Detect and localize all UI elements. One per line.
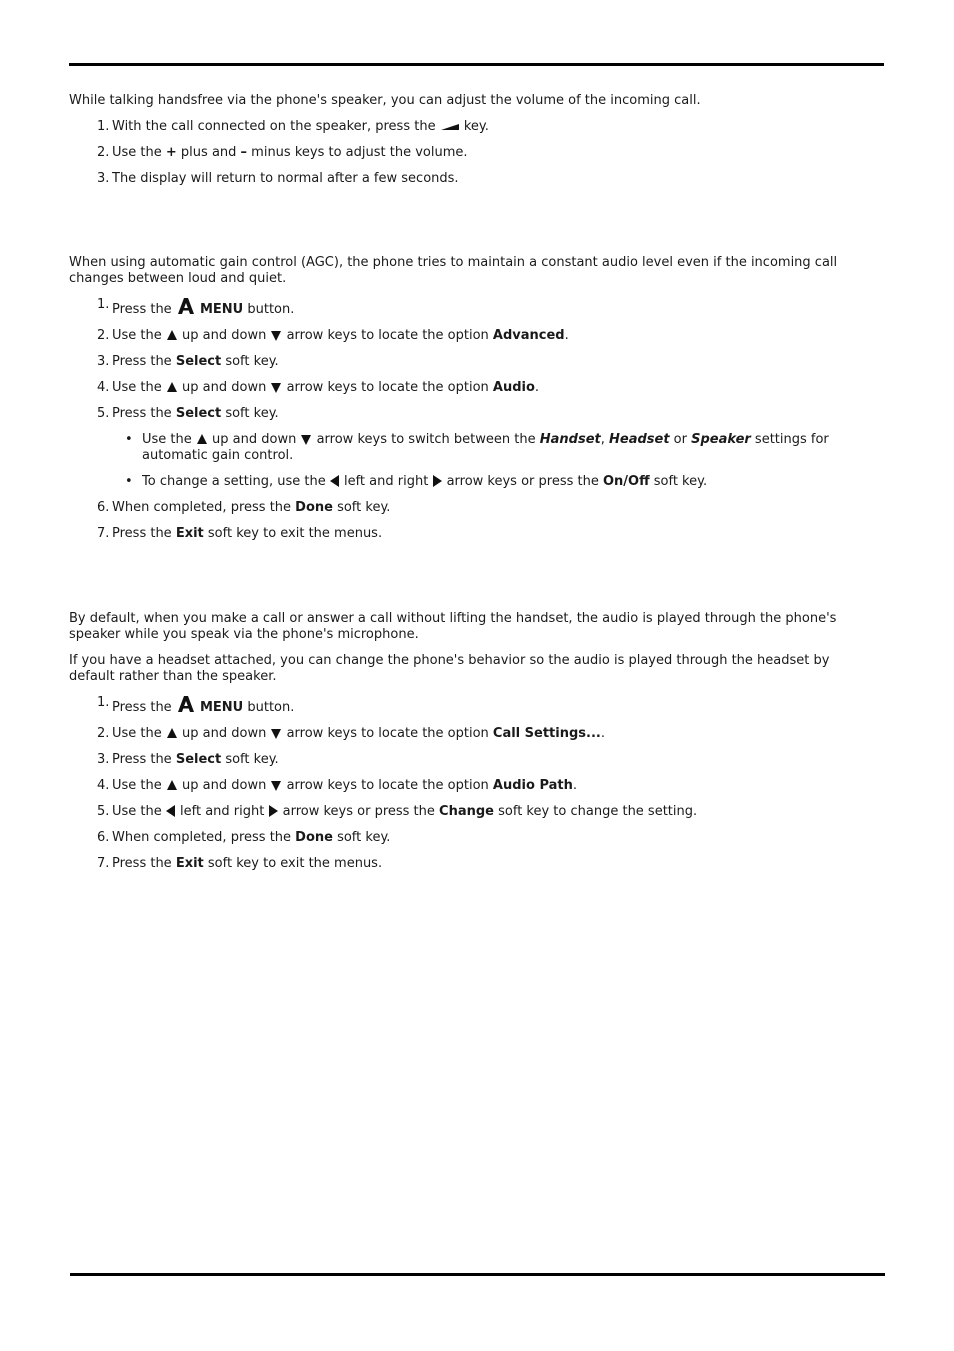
list-item: 1. With the call connected on the speaker, press the key.	[97, 119, 489, 134]
up-arrow-icon	[166, 382, 178, 393]
agc-intro: When using automatic gain control (AGC), the phone tries to maintain a constant audio level even if the incoming call changes between loud and quiet.	[69, 255, 838, 286]
list-item: 3. The display will return to normal after a few seconds.	[97, 171, 459, 186]
up-arrow-icon	[166, 728, 178, 739]
list-item: 6. When completed, press the Done soft key.	[97, 500, 391, 515]
list-item: 5. Press the Select soft key. • Use the up and down arrow keys to switch between the Handset, Headset or Speaker settings for automatic gain control. • To change a setting, use the left and right arrow keys or press the On/Off soft key.	[69, 406, 869, 490]
path-intro-2: If you have a headset attached, you can change the phone's behavior so the audio is played through the headset by default rather than the speaker.	[69, 653, 830, 684]
list-item: 2. Use the up and down arrow keys to locate the option Call Settings....	[97, 726, 605, 741]
up-arrow-icon	[196, 434, 208, 445]
list-item: 7. Press the Exit soft key to exit the menus.	[97, 856, 383, 871]
list-item: 4. Use the up and down arrow keys to locate the option Audio.	[97, 380, 540, 395]
right-arrow-icon	[432, 475, 442, 488]
path-steps	[69, 695, 869, 872]
list-item: 3. Press the Select soft key.	[97, 354, 279, 369]
list-item: 1. Press the MENU button.	[97, 695, 295, 715]
list-item: 7. Press the Exit soft key to exit the menus.	[97, 526, 383, 541]
avaya-menu-icon	[176, 695, 196, 713]
right-arrow-icon	[268, 805, 278, 818]
document-body	[69, 93, 869, 882]
list-item: 3. Press the Select soft key.	[97, 752, 279, 767]
down-arrow-icon	[270, 330, 282, 341]
down-arrow-icon	[270, 728, 282, 739]
down-arrow-icon	[270, 780, 282, 791]
bullet-item: • Use the up and down arrow keys to switch between the Handset, Headset or Speaker settings for automatic gain control.	[112, 432, 869, 464]
down-arrow-icon	[300, 434, 312, 445]
agc-steps	[69, 297, 869, 542]
header-rule	[69, 63, 884, 66]
footer-rule	[70, 1273, 885, 1276]
volume-key-icon	[440, 122, 460, 132]
volume-intro: While talking handsfree via the phone's speaker, you can adjust the volume of the incoming call.	[69, 93, 701, 108]
volume-steps	[69, 119, 869, 187]
left-arrow-icon	[166, 805, 176, 818]
up-arrow-icon	[166, 780, 178, 791]
bullet-item: • To change a setting, use the left and right arrow keys or press the On/Off soft key.	[112, 474, 869, 490]
down-arrow-icon	[270, 382, 282, 393]
left-arrow-icon	[330, 475, 340, 488]
avaya-menu-icon	[176, 297, 196, 315]
list-item: 4. Use the up and down arrow keys to locate the option Audio Path.	[97, 778, 578, 793]
list-item: 5. Use the left and right arrow keys or press the Change soft key to change the setting.	[97, 804, 698, 819]
path-intro-1: By default, when you make a call or answer a call without lifting the handset, the audio is played through the phone's speaker while you speak via the phone's microphone.	[69, 611, 837, 642]
list-item: 6. When completed, press the Done soft key.	[97, 830, 391, 845]
list-item: 1. Press the MENU button.	[97, 297, 295, 317]
list-item: 2. Use the up and down arrow keys to locate the option Advanced.	[97, 328, 569, 343]
agc-bullets	[112, 432, 869, 490]
up-arrow-icon	[166, 330, 178, 341]
list-item: 2. Use the + plus and – minus keys to adjust the volume.	[97, 145, 468, 160]
